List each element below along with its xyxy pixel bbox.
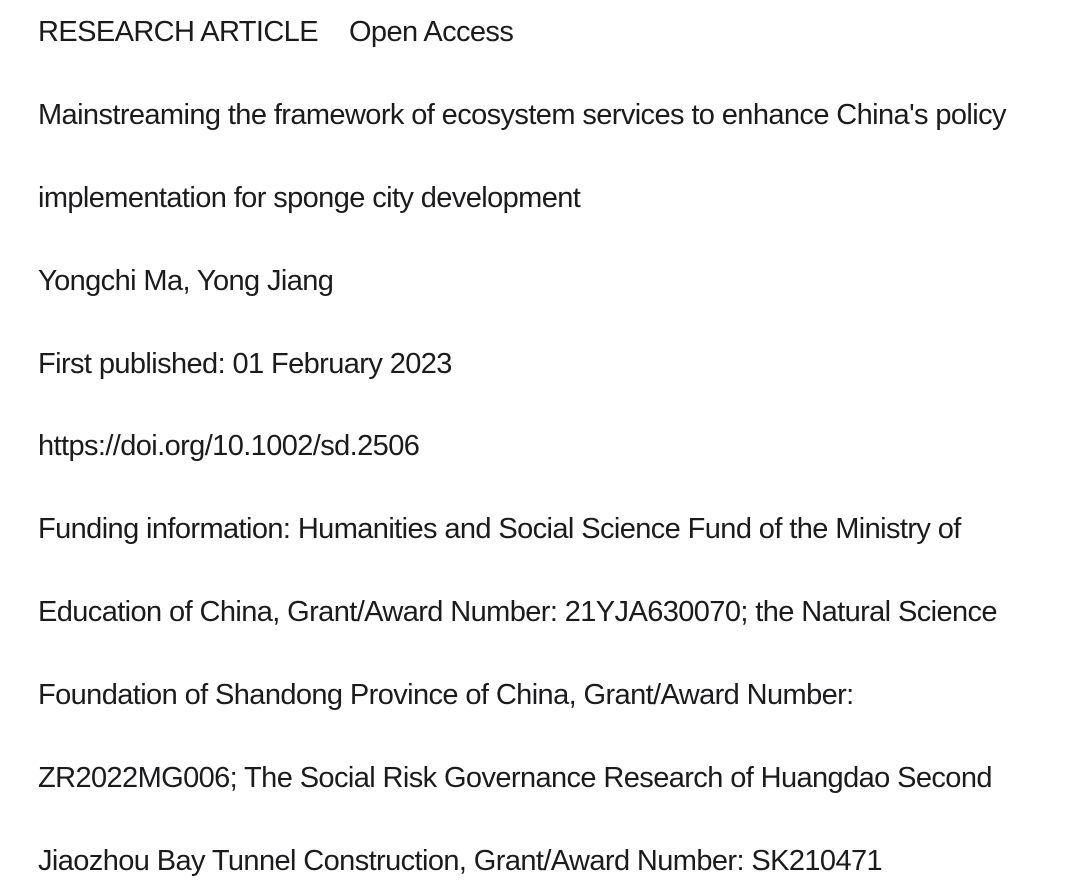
article-title-text: implementation for sponge city development (38, 181, 581, 214)
funding-info-text: Funding information: Humanities and Social Science Fund of the Ministry of (38, 513, 961, 546)
article-title-line-2 (38, 181, 1089, 264)
authors-text: Yongchi Ma, Yong Jiang (38, 264, 334, 297)
authors-row (38, 264, 1089, 347)
kicker-row (38, 15, 1089, 98)
funding-info-text: Education of China, Grant/Award Number: 21YJA630070; the Natural Science (38, 596, 997, 629)
funding-info-line-4 (38, 761, 1089, 844)
funding-info-line-3 (38, 678, 1089, 761)
funding-info-text: Jiaozhou Bay Tunnel Construction, Grant/Award Number: SK210471 (38, 844, 883, 877)
first-published-row (38, 347, 1089, 430)
article-title-text: Mainstreaming the framework of ecosystem services to enhance China's policy (38, 98, 1006, 131)
doi-row (38, 429, 1089, 512)
doi-link[interactable]: https://doi.org/10.1002/sd.2506 (38, 430, 420, 463)
funding-info-line-1 (38, 512, 1089, 595)
article-type-label: RESEARCH ARTICLE (38, 16, 318, 48)
first-published-text: First published: 01 February 2023 (38, 347, 452, 380)
funding-info-line-5 (38, 844, 1089, 896)
funding-info-line-2 (38, 595, 1089, 678)
funding-info-text: Foundation of Shandong Province of China, Grant/Award Number: (38, 679, 854, 712)
article-title-line-1 (38, 98, 1089, 181)
funding-info-text: ZR2022MG006; The Social Risk Governance Research of Huangdao Second (38, 762, 992, 795)
open-access-label: Open Access (348, 16, 514, 48)
